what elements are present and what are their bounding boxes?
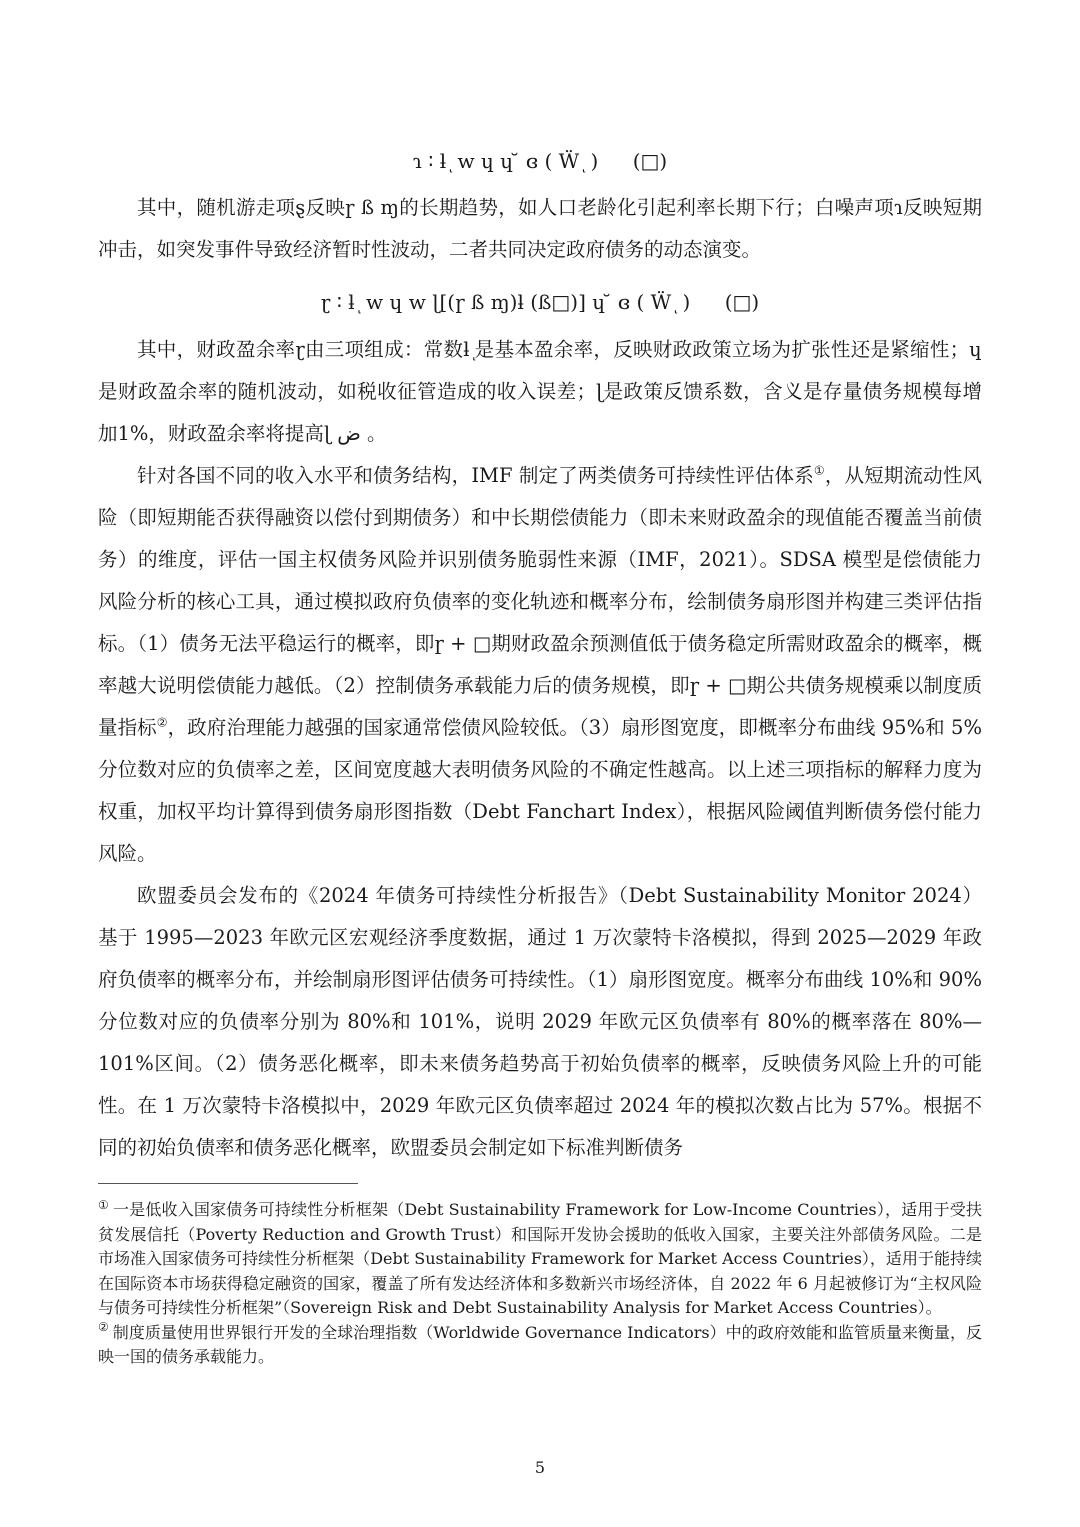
- paragraph-eu-monitor: 欧盟委员会发布的《2024 年债务可持续性分析报告》（Debt Sustainability Monitor 2024）基于 1995—2023 年欧元区宏观经济季度数据，通过 1 万次蒙特卡洛模拟，得到 2025—2029 年政府负债率的概率分布，并绘制扇形图评估债务可持续性。（1）扇形图宽度。概率分布曲线 10%和 90%分位数对应的负债率分别为 80%和 101%，说明 2029 年欧元区负债率有 80%的概率落在 80%—101%区间。（2）债务恶化概率，即未来债务趋势高于初始负债率的概率，反映债务风险上升的可能性。在 1 万次蒙特卡洛模拟中，2029 年欧元区负债率超过 2024 年的模拟次数占比为 57%。根据不同的初始负债率和债务恶化概率，欧盟委员会制定如下标准判断债务: [98, 884, 982, 1159]
- footnote-1: [98, 1198, 982, 1321]
- paragraph-block-3: [98, 455, 982, 1169]
- equation-2: [98, 289, 982, 315]
- equation-2-label: (□): [724, 290, 760, 314]
- equation-1-formula: ɿ ∶ ƚ ͅ ᴡ ɥ ɥ ̆ ɞ ( Ẅ ͅ ): [412, 149, 599, 173]
- paragraph-random-walk: 其中，随机游走项ȿ反映ɼ ß ɱ的长期趋势，如人口老龄化引起利率长期下行；白噪声项ɿ反映短期冲击，如突发事件导致经济暂时性波动，二者共同决定政府债务的动态演变。: [98, 196, 982, 261]
- paragraph-block-2: [98, 329, 982, 455]
- equation-1-label: (□): [632, 149, 668, 173]
- footnote-2: [98, 1321, 982, 1370]
- footnote-1-marker: ①: [98, 1197, 109, 1212]
- page-number: 5: [534, 1458, 546, 1477]
- paragraph-imf-framework: [98, 455, 982, 875]
- paragraph-imf-part-c: ，政府治理能力越强的国家通常偿债风险较低。（3）扇形图宽度，即概率分布曲线 95%和 5%分位数对应的负债率之差，区间宽度越大表明债务风险的不确定性越高。以上述三项指标的解释力度为权重，加权平均计算得到债务扇形图指数（Debt Fanchart Index），根据风险阈值判断债务偿付能力风险。: [98, 716, 982, 865]
- footnote-ref-1[interactable]: ①: [813, 463, 825, 478]
- paragraph-imf-part-b: ，从短期流动性风险（即短期能否获得融资以偿付到期债务）和中长期偿债能力（即未来财政盈余的现值能否覆盖当前债务）的维度，评估一国主权债务风险并识别债务脆弱性来源（IMF，2021）。SDSA 模型是偿债能力风险分析的核心工具，通过模拟政府负债率的变化轨迹和概率分布，绘制债务扇形图并构建三类评估指标。（1）债务无法平稳运行的概率，即ɼ + □期财政盈余预测值低于债务稳定所需财政盈余的概率，概率越大说明偿债能力越低。（2）控制债务承载能力后的债务规模，即ɼ + □期公共债务规模乘以制度质量指标: [98, 464, 982, 739]
- footnote-ref-2[interactable]: ②: [156, 715, 168, 730]
- equation-1: [98, 148, 982, 174]
- paragraph-fiscal-surplus: 其中，财政盈余率ɽ由三项组成：常数ƚ ͅ是基本盈余率，反映财政政策立场为扩张性还是紧缩性；ɥ是财政盈余率的随机波动，如税收征管造成的收入误差；ɭ是政策反馈系数，含义是存量债务规模每增加1%，财政盈余率将提高ɭ ض 。: [98, 338, 982, 445]
- footnote-1-text: 一是低收入国家债务可持续性分析框架（Debt Sustainability Framework for Low-Income Countries），适用于受扶贫发展信托（Poverty Reduction and Growth Trust）和国际开发协会援助的低收入国家，主要关注外部债务风险。二是市场准入国家债务可持续性分析框架（Debt Sustainability Framework for Market Access Countries），适用于能持续在国际资本市场获得稳定融资的国家，覆盖了所有发达经济体和多数新兴市场经济体，自 2022 年 6 月起被修订为“主权风险与债务可持续性分析框架”（Sovereign Risk and Debt Sustainability Analysis for Market Access Countries）。: [98, 1200, 982, 1317]
- footnote-2-marker: ②: [98, 1320, 109, 1335]
- footnote-separator: [98, 1183, 358, 1184]
- paragraph-imf-part-a: 针对各国不同的收入水平和债务结构，IMF 制定了两类债务可持续性评估体系: [137, 464, 814, 487]
- footnotes: [98, 1198, 982, 1370]
- paragraph-block-1: [98, 187, 982, 271]
- footnote-2-text: 制度质量使用世界银行开发的全球治理指数（Worldwide Governance Indicators）中的政府效能和监管质量来衡量，反映一国的债务承载能力。: [98, 1322, 982, 1366]
- equation-2-formula: ɽ ∶ ƚ ͅ ᴡ ɥ ᴡ ɭ[(ɼ ß ɱ)ƚ (ß□)] ɥ ̆ ɞ ( Ẅ ͅ ): [320, 290, 691, 314]
